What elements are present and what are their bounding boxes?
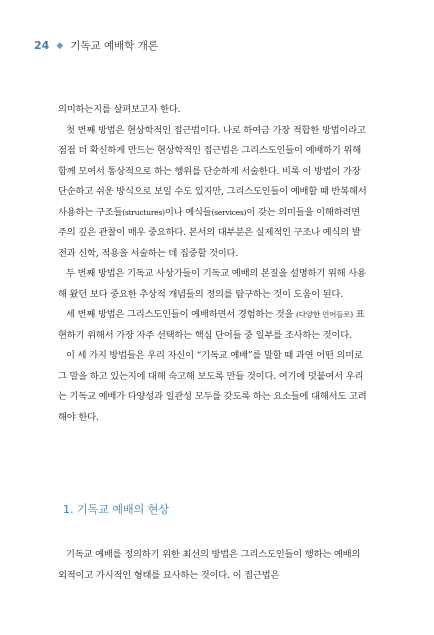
book-title: 기독교 예배학 개론	[70, 40, 159, 52]
paragraph-third-method	[58, 305, 368, 346]
running-header	[34, 38, 158, 53]
section-text	[58, 545, 368, 586]
text-run-small: (services)	[211, 207, 247, 217]
paragraph-continuation: 의미하는지를 살펴보고자 한다.	[58, 104, 181, 115]
paragraph-first-method	[58, 121, 368, 265]
text-run-small: (structures)	[122, 207, 165, 217]
text-run-small: (다양한 언어들로)	[296, 310, 353, 319]
page-number: 24	[34, 39, 50, 52]
diamond-bullet-icon: ◆	[56, 40, 64, 51]
paragraph-three-methods: 이 세 가지 방법들은 우리 자신이 “기독교 예배”를 말할 때 과연 어떤 의미로 그 말을 하고 있는지에 대해 숙고해 보도록 만들 것이다. 여기에 덧붙여서 우리는 기독교 예배가 다양성과 일관성 모두를 갖도록 하는 요소들에 대해서도 고려해야 한다.	[58, 350, 367, 423]
text-run: 표현하기 위해서 가장 자주 선택하는 핵심 단어들 중 일부를 조사하는 것이다.	[58, 309, 365, 341]
paragraph-section-intro: 기독교 예배를 정의하기 위한 최선의 방법은 그리스도인들이 행하는 예배의 외적이고 가시적인 형태를 묘사하는 것이다. 이 접근법은	[58, 549, 361, 581]
text-run: 이 갖는 의미들을 이해하려면 주의 깊은 관찰이 매우 중요하다. 본서의 대부분은 실제적인 구조나 예식의 발전과 신학, 적용을 서술하는 데 집중할 것이다.	[58, 206, 361, 259]
main-text	[58, 100, 368, 428]
text-run: 첫 번째 방법은 현상학적인 접근법이다. 나로 하여금 가장 적합한 방법이라고 점점 더 확신하게 만드는 현상학적인 접근법은 그리스도인들이 예배하기 위해 함께 모여서 통상적으로 하는 행위를 단순하게 서술한다. 비록 이 방법이 가장 단순하고 쉬운 방식으로 보일 수도 있지만, 그리스도인들이 예배할 때 반복해서 사용하는 구조들	[58, 124, 367, 218]
text-run: 이나 예식들	[164, 206, 212, 218]
text-run: 세 번째 방법은 그리스도인들이 예배하면서 경험하는 것을	[66, 309, 297, 320]
paragraph-second-method: 두 번째 방법은 기독교 사상가들이 기독교 예배의 본질을 설명하기 위해 사용해 왔던 보다 중요한 추상적 개념들의 정의를 탐구하는 것이 도움이 된다.	[58, 268, 366, 300]
section-heading: 1. 기독교 예배의 현상	[63, 503, 169, 516]
